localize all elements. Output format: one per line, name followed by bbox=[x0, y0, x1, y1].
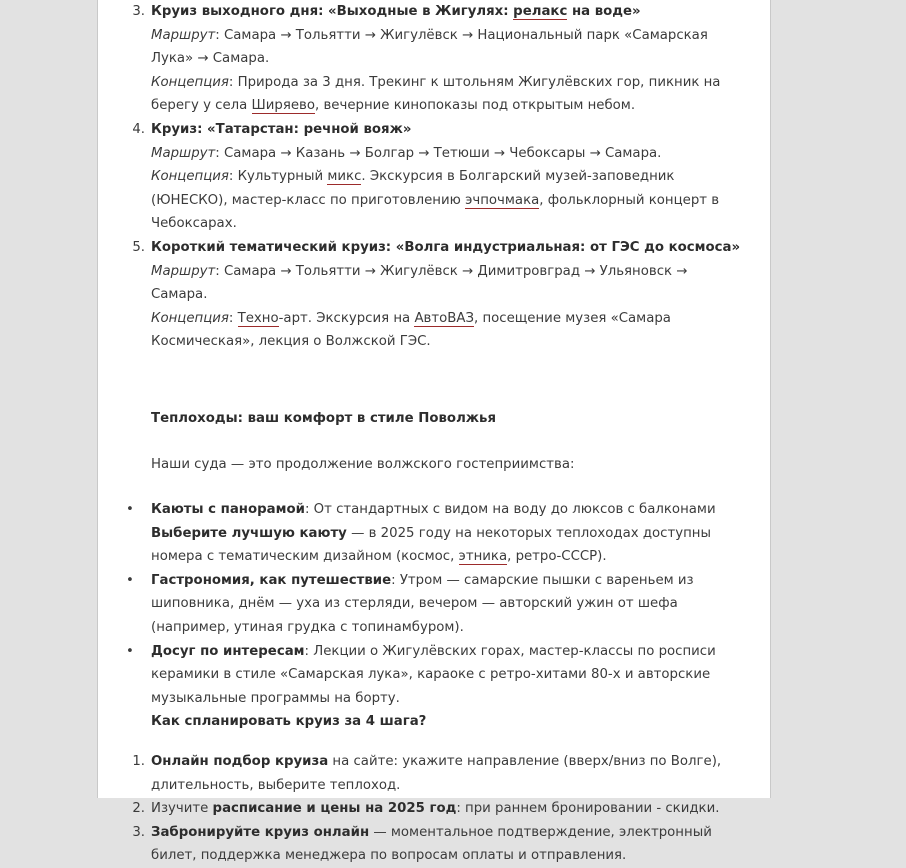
spellcheck-flagged-word[interactable]: релакс bbox=[513, 4, 568, 19]
ships-section-heading: Теплоходы: ваш комфорт в стиле Поволжья bbox=[151, 410, 496, 426]
list-item bbox=[110, 821, 744, 868]
cruise-title-text: Короткий тематический круиз: «Волга индустриальная: от ГЭС до космоса» bbox=[151, 239, 741, 255]
spellcheck-flagged-word-2[interactable]: АвтоВАЗ bbox=[414, 310, 474, 326]
concept-text-tail: , посещение музея «Самара Космическая», лекция о Волжской ГЭС. bbox=[151, 310, 671, 350]
cruise-title-text: Круиз: «Татарстан: речной вояж» bbox=[151, 121, 412, 137]
concept-text-tail: , вечерние кинопоказы под открытым небом. bbox=[315, 98, 636, 114]
heading-spacer bbox=[110, 431, 744, 453]
step-emphasis: Онлайн подбор круиза bbox=[151, 754, 329, 770]
spellcheck-flagged-word-2[interactable]: эчпочмака bbox=[465, 192, 540, 208]
cruise-concept bbox=[151, 71, 744, 118]
plan-heading-spacer bbox=[110, 734, 744, 750]
route-text: : Самара → Тольятти → Жигулёвск → Национальный парк «Самарская Лука» → Самара. bbox=[151, 27, 708, 67]
list-marker: 4. bbox=[132, 121, 145, 137]
concept-label: Концепция bbox=[151, 310, 229, 326]
step-text: на сайте: укажите направление (вверх/вниз по Волге), длительность, выберите теплоход. bbox=[151, 754, 722, 793]
spellcheck-flagged-word[interactable]: микс bbox=[327, 169, 362, 185]
cruise-route bbox=[151, 142, 744, 166]
plan-steps-list bbox=[110, 750, 744, 868]
step-emphasis: расписание и цены на 2025 год bbox=[212, 801, 457, 817]
step-emphasis: Забронируйте круиз онлайн bbox=[151, 824, 370, 840]
plan-section-heading: Как спланировать круиз за 4 шага? bbox=[151, 714, 427, 730]
spellcheck-flagged-word[interactable]: этника bbox=[458, 549, 508, 565]
concept-label: Концепция bbox=[151, 74, 229, 90]
cruise-list-item-4 bbox=[110, 118, 744, 236]
route-text: : Самара → Казань → Болгар → Тетюши → Чебоксары → Самара. bbox=[215, 145, 662, 161]
feature-text: : Лекции о Жигулёвских горах, мастер-классы по росписи керамики в стиле «Самарская лука», караоке с ретро-хитами 80-х и авторские музыкальные программы на борту. bbox=[151, 643, 716, 706]
cruise-concept bbox=[151, 165, 744, 236]
concept-text: : bbox=[228, 310, 238, 326]
cruise-title-text: Круиз выходного дня: «Выходные в Жигулях: bbox=[151, 4, 514, 19]
list-marker: 1. bbox=[132, 754, 145, 770]
cruise-title bbox=[151, 118, 744, 142]
step-text: — моментальное подтверждение, электронный билет, поддержка менеджера по вопросам оплаты и отправления. bbox=[151, 824, 712, 864]
feature-label: Досуг по интересам bbox=[151, 643, 305, 659]
feature-label: Гастрономия, как путешествие bbox=[151, 572, 392, 588]
feature-text: : От стандартных с видом на воду до люксов с балконами bbox=[304, 502, 716, 518]
cruise-concept bbox=[151, 307, 744, 354]
route-label: Маршрут bbox=[151, 27, 216, 43]
cruise-route bbox=[151, 260, 744, 307]
spellcheck-flagged-word[interactable]: Техно bbox=[237, 310, 279, 326]
feature-label: Каюты с панорамой bbox=[151, 502, 305, 518]
feature-text-3: , ретро-СССР). bbox=[507, 549, 607, 565]
ships-section-lead: Наши суда — это продолжение волжского гостеприимства: bbox=[151, 456, 575, 472]
concept-text-mid: . Экскурсия в Болгарский музей-заповедник (ЮНЕСКО), мастер-класс по приготовлению bbox=[151, 169, 675, 208]
route-text: : Самара → Тольятти → Жигулёвск → Димитровград → Ульяновск → Самара. bbox=[151, 263, 688, 303]
feature-text-2: — в 2025 году на некоторых теплоходах доступны номера с тематическим дизайном (космос, bbox=[151, 525, 711, 565]
cruise-list-item-3 bbox=[110, 0, 744, 118]
list-item bbox=[110, 750, 744, 797]
list-item bbox=[110, 797, 744, 821]
bullet-icon: • bbox=[126, 643, 134, 659]
bullet-icon: • bbox=[126, 502, 134, 518]
cruise-list-item-5 bbox=[110, 236, 744, 354]
lead-spacer bbox=[110, 476, 744, 498]
cruise-route bbox=[151, 24, 744, 71]
feature-emphasis: Выберите лучшую каюту bbox=[151, 525, 347, 541]
cruise-title-text-tail: на воде» bbox=[567, 4, 641, 19]
cruise-list bbox=[110, 0, 744, 354]
list-item bbox=[110, 640, 744, 711]
step-text: : при раннем бронировании - скидки. bbox=[456, 801, 720, 817]
list-item bbox=[110, 569, 744, 640]
cruise-title bbox=[151, 0, 744, 24]
list-marker: 3. bbox=[132, 824, 145, 840]
list-marker: 5. bbox=[132, 239, 145, 255]
step-prefix: Изучите bbox=[151, 801, 213, 817]
route-label: Маршрут bbox=[151, 263, 216, 279]
list-marker: 3. bbox=[132, 4, 145, 19]
concept-label: Концепция bbox=[151, 169, 229, 185]
document-sheet bbox=[97, 0, 771, 864]
document-body bbox=[98, 0, 770, 868]
spellcheck-flagged-word[interactable]: Ширяево bbox=[251, 98, 315, 114]
bullet-icon: • bbox=[126, 572, 134, 588]
concept-text: : Природа за 3 дня. Трекинг к штольням Жигулёвских гор, пикник на берегу у села bbox=[151, 74, 721, 114]
section-spacer bbox=[110, 354, 744, 407]
list-item bbox=[110, 498, 744, 569]
concept-text-tail: , фольклорный концерт в Чебоксарах. bbox=[151, 192, 720, 232]
concept-text: : Культурный bbox=[228, 169, 328, 185]
feature-text: : Утром — самарские пышки с вареньем из шиповника, днём — уха из стерляди, вечером — авторский ужин от шефа (например, утиная грудка с топинамбуром). bbox=[151, 572, 694, 636]
cruise-title bbox=[151, 236, 744, 260]
list-marker: 2. bbox=[132, 801, 145, 817]
route-label: Маршрут bbox=[151, 145, 216, 161]
ships-feature-list bbox=[110, 498, 744, 710]
concept-text-mid: -арт. Экскурсия на bbox=[278, 310, 415, 326]
